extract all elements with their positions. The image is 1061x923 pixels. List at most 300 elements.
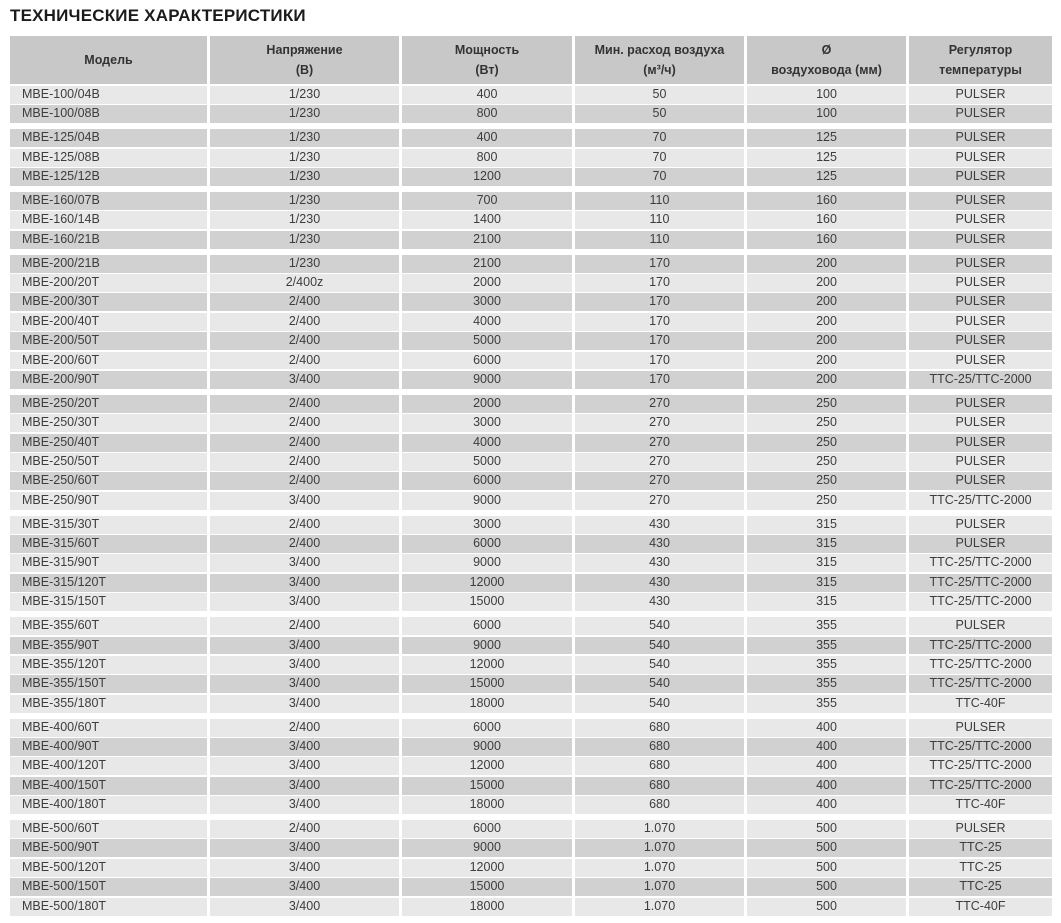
cell-airflow: 270 [575, 472, 744, 490]
table-row [10, 86, 1052, 104]
table-row [10, 255, 1052, 273]
cell-voltage: 3/400 [210, 675, 399, 693]
cell-voltage: 3/400 [210, 371, 399, 389]
table-row [10, 839, 1052, 857]
cell-airflow: 430 [575, 554, 744, 572]
row-group [10, 395, 1052, 510]
header-line1: Модель [84, 52, 133, 67]
cell-power: 12000 [402, 656, 572, 674]
cell-model: MBE-315/90T [10, 554, 207, 572]
cell-regulator: TTC-25/TTC-2000 [909, 656, 1052, 674]
cell-model: MBE-500/150T [10, 878, 207, 896]
cell-airflow: 70 [575, 149, 744, 167]
cell-power: 9000 [402, 554, 572, 572]
cell-airflow: 110 [575, 231, 744, 249]
cell-voltage: 3/400 [210, 593, 399, 611]
cell-model: MBE-200/40T [10, 313, 207, 331]
cell-duct: 200 [747, 352, 906, 370]
cell-voltage: 3/400 [210, 554, 399, 572]
cell-regulator: PULSER [909, 719, 1052, 737]
cell-voltage: 2/400 [210, 472, 399, 490]
cell-voltage: 3/400 [210, 859, 399, 877]
table-row [10, 293, 1052, 311]
row-group [10, 617, 1052, 712]
cell-model: MBE-500/180T [10, 898, 207, 916]
cell-airflow: 680 [575, 777, 744, 795]
cell-airflow: 50 [575, 86, 744, 104]
cell-duct: 200 [747, 274, 906, 292]
header-line2: (Вт) [475, 62, 499, 77]
cell-regulator: TTC-25/TTC-2000 [909, 492, 1052, 510]
row-group [10, 192, 1052, 249]
cell-voltage: 1/230 [210, 168, 399, 186]
cell-airflow: 70 [575, 168, 744, 186]
cell-duct: 200 [747, 313, 906, 331]
cell-power: 2100 [402, 231, 572, 249]
cell-airflow: 110 [575, 192, 744, 210]
table-row [10, 274, 1052, 292]
table-row [10, 453, 1052, 471]
cell-duct: 315 [747, 535, 906, 553]
cell-model: MBE-125/04B [10, 129, 207, 147]
cell-duct: 500 [747, 839, 906, 857]
cell-power: 9000 [402, 637, 572, 655]
cell-voltage: 2/400 [210, 414, 399, 432]
cell-voltage: 2/400z [210, 274, 399, 292]
table-row [10, 492, 1052, 510]
cell-model: MBE-500/120T [10, 859, 207, 877]
cell-airflow: 1.070 [575, 878, 744, 896]
cell-model: MBE-400/90T [10, 738, 207, 756]
cell-regulator: PULSER [909, 255, 1052, 273]
cell-voltage: 1/230 [210, 211, 399, 229]
cell-duct: 500 [747, 898, 906, 916]
cell-power: 6000 [402, 617, 572, 635]
table-row [10, 105, 1052, 123]
spec-table [10, 36, 1052, 922]
cell-voltage: 1/230 [210, 255, 399, 273]
cell-power: 15000 [402, 675, 572, 693]
cell-duct: 200 [747, 332, 906, 350]
header-line2: воздуховода (мм) [771, 62, 882, 77]
cell-regulator: TTC-25 [909, 878, 1052, 896]
cell-airflow: 680 [575, 796, 744, 814]
cell-regulator: PULSER [909, 352, 1052, 370]
cell-duct: 315 [747, 574, 906, 592]
cell-airflow: 1.070 [575, 859, 744, 877]
cell-model: MBE-200/50T [10, 332, 207, 350]
cell-power: 15000 [402, 777, 572, 795]
header-cell-voltage [210, 36, 399, 84]
cell-airflow: 170 [575, 352, 744, 370]
table-row [10, 637, 1052, 655]
cell-airflow: 270 [575, 453, 744, 471]
cell-power: 2000 [402, 395, 572, 413]
table-row [10, 593, 1052, 611]
cell-airflow: 680 [575, 738, 744, 756]
cell-model: MBE-125/12B [10, 168, 207, 186]
cell-model: MBE-160/07B [10, 192, 207, 210]
cell-regulator: TTC-25/TTC-2000 [909, 554, 1052, 572]
table-row [10, 898, 1052, 916]
cell-airflow: 170 [575, 293, 744, 311]
cell-voltage: 2/400 [210, 453, 399, 471]
cell-regulator: TTC-25/TTC-2000 [909, 777, 1052, 795]
cell-model: MBE-400/120T [10, 757, 207, 775]
cell-regulator: TTC-25 [909, 859, 1052, 877]
cell-regulator: PULSER [909, 472, 1052, 490]
header-line1: Регулятор [948, 43, 1013, 58]
cell-airflow: 540 [575, 695, 744, 713]
cell-regulator: PULSER [909, 414, 1052, 432]
cell-duct: 400 [747, 796, 906, 814]
cell-voltage: 3/400 [210, 878, 399, 896]
cell-model: MBE-125/08B [10, 149, 207, 167]
cell-model: MBE-200/30T [10, 293, 207, 311]
cell-regulator: PULSER [909, 516, 1052, 534]
cell-regulator: PULSER [909, 129, 1052, 147]
cell-airflow: 430 [575, 593, 744, 611]
cell-voltage: 3/400 [210, 738, 399, 756]
header-line1: Мин. расход воздуха [594, 43, 725, 58]
cell-regulator: TTC-40F [909, 796, 1052, 814]
cell-model: MBE-400/150T [10, 777, 207, 795]
cell-voltage: 2/400 [210, 516, 399, 534]
cell-voltage: 3/400 [210, 898, 399, 916]
cell-duct: 160 [747, 211, 906, 229]
cell-duct: 160 [747, 192, 906, 210]
header-cell-airflow [575, 36, 744, 84]
cell-airflow: 680 [575, 757, 744, 775]
table-row [10, 656, 1052, 674]
cell-power: 15000 [402, 878, 572, 896]
cell-voltage: 3/400 [210, 839, 399, 857]
cell-power: 6000 [402, 535, 572, 553]
cell-power: 18000 [402, 898, 572, 916]
cell-airflow: 540 [575, 617, 744, 635]
row-group [10, 516, 1052, 611]
cell-airflow: 1.070 [575, 898, 744, 916]
cell-airflow: 540 [575, 675, 744, 693]
cell-regulator: PULSER [909, 105, 1052, 123]
cell-model: MBE-200/90T [10, 371, 207, 389]
cell-voltage: 3/400 [210, 574, 399, 592]
cell-regulator: TTC-25/TTC-2000 [909, 574, 1052, 592]
header-line1: Напряжение [266, 43, 343, 58]
cell-duct: 250 [747, 492, 906, 510]
row-group [10, 719, 1052, 814]
cell-power: 4000 [402, 434, 572, 452]
cell-model: MBE-355/120T [10, 656, 207, 674]
cell-duct: 500 [747, 878, 906, 896]
cell-model: MBE-100/08B [10, 105, 207, 123]
cell-model: MBE-250/60T [10, 472, 207, 490]
cell-voltage: 2/400 [210, 313, 399, 331]
cell-voltage: 3/400 [210, 637, 399, 655]
table-row [10, 574, 1052, 592]
cell-power: 6000 [402, 820, 572, 838]
cell-voltage: 2/400 [210, 617, 399, 635]
cell-model: MBE-355/150T [10, 675, 207, 693]
cell-power: 18000 [402, 796, 572, 814]
cell-model: MBE-250/90T [10, 492, 207, 510]
cell-duct: 400 [747, 719, 906, 737]
cell-voltage: 2/400 [210, 434, 399, 452]
cell-regulator: PULSER [909, 453, 1052, 471]
cell-regulator: PULSER [909, 231, 1052, 249]
cell-model: MBE-160/21B [10, 231, 207, 249]
cell-model: MBE-400/180T [10, 796, 207, 814]
cell-power: 9000 [402, 839, 572, 857]
cell-regulator: TTC-40F [909, 898, 1052, 916]
cell-airflow: 430 [575, 516, 744, 534]
table-row [10, 859, 1052, 877]
row-group [10, 129, 1052, 186]
cell-airflow: 170 [575, 332, 744, 350]
page-title: ТЕХНИЧЕСКИЕ ХАРАКТЕРИСТИКИ [10, 6, 306, 25]
table-row [10, 757, 1052, 775]
cell-airflow: 170 [575, 274, 744, 292]
table-row [10, 617, 1052, 635]
cell-duct: 315 [747, 593, 906, 611]
cell-power: 12000 [402, 859, 572, 877]
cell-duct: 200 [747, 255, 906, 273]
table-row [10, 371, 1052, 389]
cell-airflow: 1.070 [575, 839, 744, 857]
cell-power: 400 [402, 129, 572, 147]
cell-regulator: PULSER [909, 820, 1052, 838]
cell-power: 9000 [402, 371, 572, 389]
cell-voltage: 3/400 [210, 796, 399, 814]
table-row [10, 352, 1052, 370]
table-row [10, 516, 1052, 534]
cell-duct: 355 [747, 637, 906, 655]
cell-duct: 250 [747, 434, 906, 452]
cell-model: MBE-100/04B [10, 86, 207, 104]
cell-regulator: PULSER [909, 149, 1052, 167]
cell-regulator: PULSER [909, 434, 1052, 452]
table-row [10, 313, 1052, 331]
cell-power: 12000 [402, 574, 572, 592]
cell-airflow: 70 [575, 129, 744, 147]
cell-duct: 100 [747, 105, 906, 123]
header-cell-power [402, 36, 572, 84]
cell-voltage: 3/400 [210, 656, 399, 674]
cell-voltage: 2/400 [210, 719, 399, 737]
cell-model: MBE-315/30T [10, 516, 207, 534]
cell-voltage: 3/400 [210, 492, 399, 510]
cell-airflow: 270 [575, 395, 744, 413]
header-cell-duct-diameter [747, 36, 906, 84]
cell-voltage: 1/230 [210, 149, 399, 167]
cell-regulator: TTC-25/TTC-2000 [909, 371, 1052, 389]
cell-duct: 125 [747, 129, 906, 147]
cell-model: MBE-315/150T [10, 593, 207, 611]
table-row [10, 168, 1052, 186]
cell-model: MBE-400/60T [10, 719, 207, 737]
cell-regulator: PULSER [909, 86, 1052, 104]
cell-power: 4000 [402, 313, 572, 331]
cell-power: 6000 [402, 719, 572, 737]
table-row [10, 395, 1052, 413]
cell-regulator: PULSER [909, 535, 1052, 553]
cell-power: 2000 [402, 274, 572, 292]
table-row [10, 472, 1052, 490]
header-line1: Мощность [454, 43, 520, 58]
cell-duct: 500 [747, 820, 906, 838]
cell-regulator: PULSER [909, 211, 1052, 229]
cell-voltage: 1/230 [210, 86, 399, 104]
cell-duct: 400 [747, 777, 906, 795]
cell-airflow: 170 [575, 313, 744, 331]
table-header [10, 36, 1052, 84]
cell-regulator: PULSER [909, 192, 1052, 210]
cell-airflow: 680 [575, 719, 744, 737]
cell-regulator: TTC-25 [909, 839, 1052, 857]
cell-duct: 355 [747, 675, 906, 693]
cell-duct: 160 [747, 231, 906, 249]
cell-voltage: 1/230 [210, 231, 399, 249]
cell-voltage: 2/400 [210, 332, 399, 350]
table-row [10, 149, 1052, 167]
cell-regulator: TTC-25/TTC-2000 [909, 738, 1052, 756]
table-row [10, 554, 1052, 572]
cell-duct: 250 [747, 472, 906, 490]
cell-model: MBE-200/21B [10, 255, 207, 273]
header-cell-model [10, 36, 207, 84]
cell-airflow: 540 [575, 637, 744, 655]
cell-regulator: PULSER [909, 617, 1052, 635]
cell-voltage: 3/400 [210, 757, 399, 775]
cell-regulator: PULSER [909, 313, 1052, 331]
cell-power: 6000 [402, 472, 572, 490]
header-cell-regulator [909, 36, 1052, 84]
cell-voltage: 1/230 [210, 192, 399, 210]
cell-voltage: 3/400 [210, 695, 399, 713]
cell-airflow: 170 [575, 255, 744, 273]
table-row [10, 777, 1052, 795]
cell-airflow: 270 [575, 492, 744, 510]
cell-duct: 100 [747, 86, 906, 104]
cell-regulator: PULSER [909, 293, 1052, 311]
cell-duct: 355 [747, 695, 906, 713]
table-row [10, 719, 1052, 737]
cell-regulator: TTC-25/TTC-2000 [909, 675, 1052, 693]
cell-airflow: 110 [575, 211, 744, 229]
table-row [10, 535, 1052, 553]
cell-airflow: 170 [575, 371, 744, 389]
table-row [10, 695, 1052, 713]
cell-duct: 315 [747, 554, 906, 572]
header-line2: температуры [939, 62, 1022, 77]
row-group [10, 255, 1052, 389]
cell-power: 9000 [402, 492, 572, 510]
cell-power: 1200 [402, 168, 572, 186]
cell-power: 5000 [402, 332, 572, 350]
cell-model: MBE-160/14B [10, 211, 207, 229]
cell-regulator: PULSER [909, 168, 1052, 186]
header-line2: (В) [295, 62, 314, 77]
table-row [10, 414, 1052, 432]
cell-airflow: 430 [575, 574, 744, 592]
cell-model: MBE-315/60T [10, 535, 207, 553]
cell-model: MBE-200/60T [10, 352, 207, 370]
cell-regulator: PULSER [909, 395, 1052, 413]
cell-power: 3000 [402, 516, 572, 534]
cell-duct: 500 [747, 859, 906, 877]
cell-duct: 355 [747, 656, 906, 674]
table-row [10, 820, 1052, 838]
cell-power: 800 [402, 149, 572, 167]
cell-regulator: TTC-25/TTC-2000 [909, 637, 1052, 655]
cell-duct: 200 [747, 293, 906, 311]
diameter-symbol: Ø [821, 43, 832, 58]
cell-model: MBE-355/60T [10, 617, 207, 635]
cell-airflow: 270 [575, 434, 744, 452]
cell-airflow: 50 [575, 105, 744, 123]
cell-model: MBE-355/90T [10, 637, 207, 655]
cell-power: 15000 [402, 593, 572, 611]
table-row [10, 796, 1052, 814]
cell-duct: 250 [747, 453, 906, 471]
cell-model: MBE-250/50T [10, 453, 207, 471]
cell-model: MBE-355/180T [10, 695, 207, 713]
table-row [10, 231, 1052, 249]
cell-duct: 250 [747, 414, 906, 432]
cell-airflow: 540 [575, 656, 744, 674]
cell-power: 3000 [402, 293, 572, 311]
cell-regulator: TTC-40F [909, 695, 1052, 713]
cell-duct: 250 [747, 395, 906, 413]
cell-voltage: 2/400 [210, 820, 399, 838]
table-row [10, 878, 1052, 896]
cell-power: 1400 [402, 211, 572, 229]
cell-regulator: PULSER [909, 274, 1052, 292]
cell-duct: 315 [747, 516, 906, 534]
cell-voltage: 2/400 [210, 352, 399, 370]
row-group [10, 820, 1052, 915]
cell-voltage: 2/400 [210, 535, 399, 553]
cell-power: 3000 [402, 414, 572, 432]
table-row [10, 738, 1052, 756]
cell-voltage: 1/230 [210, 129, 399, 147]
cell-power: 12000 [402, 757, 572, 775]
table-body [10, 86, 1052, 916]
cell-model: MBE-250/30T [10, 414, 207, 432]
cell-power: 400 [402, 86, 572, 104]
cell-regulator: TTC-25/TTC-2000 [909, 757, 1052, 775]
cell-voltage: 2/400 [210, 395, 399, 413]
cell-voltage: 2/400 [210, 293, 399, 311]
table-row [10, 434, 1052, 452]
cell-duct: 400 [747, 757, 906, 775]
cell-power: 800 [402, 105, 572, 123]
cell-power: 700 [402, 192, 572, 210]
cell-airflow: 1.070 [575, 820, 744, 838]
cell-duct: 200 [747, 371, 906, 389]
cell-model: MBE-250/40T [10, 434, 207, 452]
table-row [10, 332, 1052, 350]
cell-airflow: 270 [575, 414, 744, 432]
cell-power: 2100 [402, 255, 572, 273]
cell-regulator: TTC-25/TTC-2000 [909, 593, 1052, 611]
table-row [10, 675, 1052, 693]
row-group [10, 86, 1052, 123]
cell-power: 6000 [402, 352, 572, 370]
cell-model: MBE-315/120T [10, 574, 207, 592]
table-row [10, 192, 1052, 210]
cell-power: 5000 [402, 453, 572, 471]
